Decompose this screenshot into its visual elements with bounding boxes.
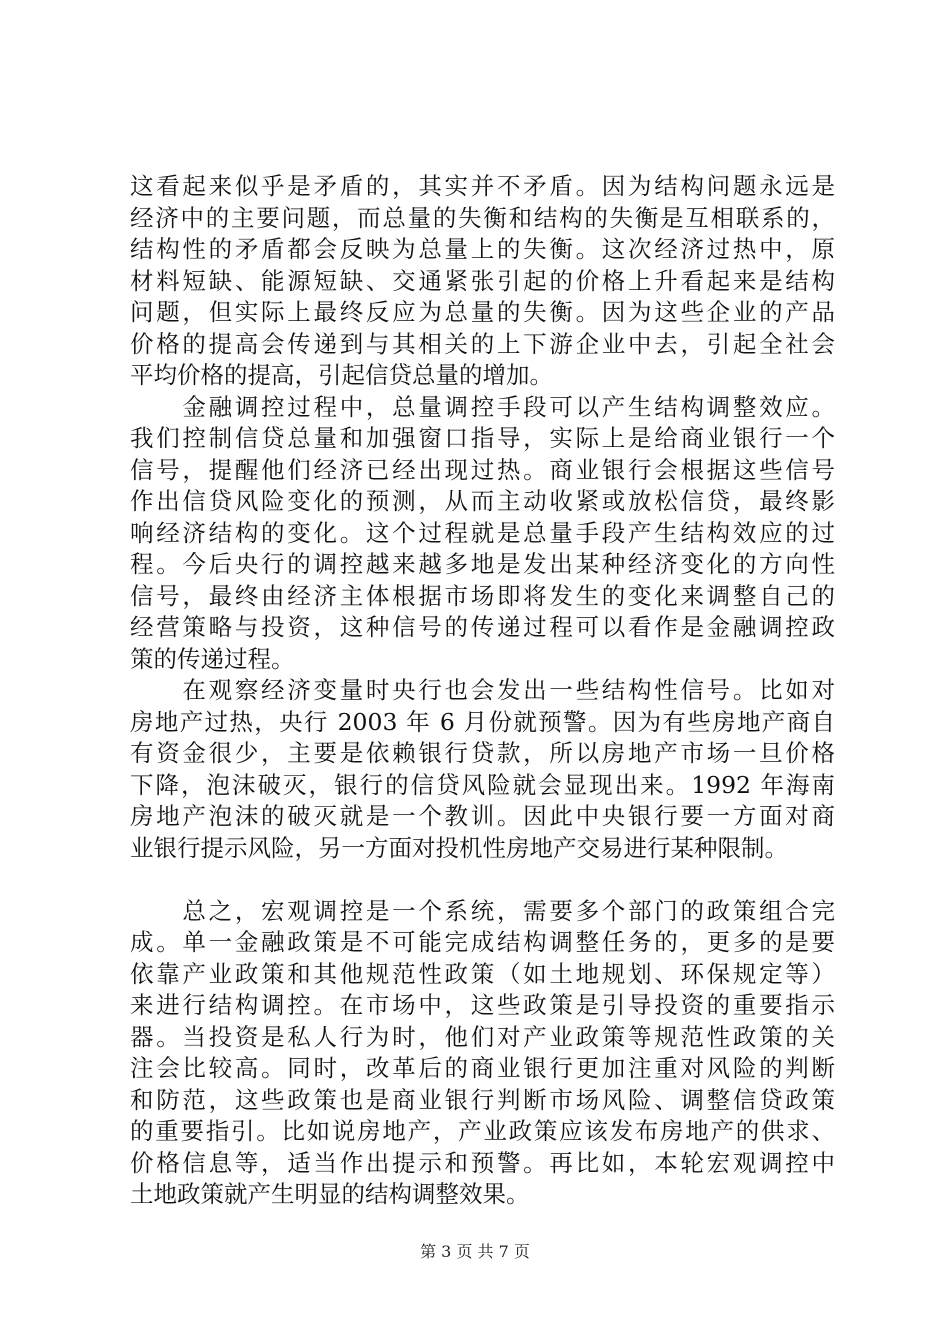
text-line: 依靠产业政策和其他规范性政策（如土地规划、环保规定等） — [130, 959, 835, 988]
text-line: 问题，但实际上最终反应为总量的失衡。因为这些企业的产品 — [130, 298, 835, 326]
text-line: 响经济结构的变化。这个过程就是总量手段产生结构效应的过 — [130, 518, 835, 547]
text-line: 总之，宏观调控是一个系统，需要多个部门的政策组合完 — [130, 896, 835, 925]
text-line: 平均价格的提高，引起信贷总量的增加。 — [130, 361, 553, 389]
paragraph-spacer — [130, 864, 835, 896]
text-line: 价格的提高会传递到与其相关的上下游企业中去，引起全社会 — [130, 329, 835, 358]
text-line: 这看起来似乎是矛盾的，其实并不矛盾。因为结构问题永远是 — [130, 172, 835, 200]
paragraph-4 — [130, 896, 835, 1211]
text-line: 策的传递过程。 — [130, 644, 295, 673]
text-line: 信号，最终由经济主体根据市场即将发生的变化来调整自己的 — [130, 581, 835, 610]
text-line: 信号，提醒他们经济已经出现过热。商业银行会根据这些信号 — [130, 455, 835, 484]
text-line: 业银行提示风险，另一方面对投机性房地产交易进行某种限制。 — [130, 833, 788, 862]
text-line: 金融调控过程中，总量调控手段可以产生结构调整效应。 — [130, 392, 835, 421]
text-line: 我们控制信贷总量和加强窗口指导，实际上是给商业银行一个 — [130, 424, 835, 452]
text-line: 有资金很少，主要是依赖银行贷款，所以房地产市场一旦价格 — [130, 739, 835, 767]
paragraph-1 — [130, 171, 835, 392]
text-line: 经济中的主要问题，而总量的失衡和结构的失衡是互相联系的， — [130, 203, 835, 232]
text-line: 成。单一金融政策是不可能完成结构调整任务的，更多的是要 — [130, 928, 835, 956]
text-line: 作出信贷风险变化的预测，从而主动收紧或放松信贷，最终影 — [130, 487, 835, 515]
document-body — [130, 171, 835, 1211]
text-line: 土地政策就产生明显的结构调整效果。 — [130, 1180, 530, 1208]
text-line: 程。今后央行的调控越来越多地是发出某种经济变化的方向性 — [130, 550, 835, 578]
text-line: 房地产过热，央行 2003 年 6 月份就预警。因为有些房地产商自 — [130, 707, 835, 736]
text-line: 来进行结构调控。在市场中，这些政策是引导投资的重要指示 — [130, 991, 835, 1019]
page-footer — [0, 1242, 950, 1262]
paragraph-3 — [130, 675, 835, 864]
text-line: 材料短缺、能源短缺、交通紧张引起的价格上升看起来是结构 — [130, 266, 835, 295]
text-line: 在观察经济变量时央行也会发出一些结构性信号。比如对 — [130, 676, 835, 704]
page-number-label: 第 3 页 共 7 页 — [420, 1242, 530, 1261]
text-line: 的重要指引。比如说房地产，产业政策应该发布房地产的供求、 — [130, 1117, 835, 1145]
text-line: 结构性的矛盾都会反映为总量上的失衡。这次经济过热中，原 — [130, 235, 835, 263]
text-line: 和防范，这些政策也是商业银行判断市场风险、调整信贷政策 — [130, 1085, 835, 1114]
text-line: 价格信息等，适当作出提示和预警。再比如，本轮宏观调控中 — [130, 1148, 835, 1177]
text-line: 房地产泡沫的破灭就是一个教训。因此中央银行要一方面对商 — [130, 802, 835, 830]
text-line: 下降，泡沫破灭，银行的信贷风险就会显现出来。1992 年海南 — [130, 770, 835, 799]
text-line: 经营策略与投资，这种信号的传递过程可以看作是金融调控政 — [130, 613, 835, 641]
paragraph-2 — [130, 392, 835, 676]
text-line: 注会比较高。同时，改革后的商业银行更加注重对风险的判断 — [130, 1054, 835, 1082]
text-line: 器。当投资是私人行为时，他们对产业政策等规范性政策的关 — [130, 1022, 835, 1051]
